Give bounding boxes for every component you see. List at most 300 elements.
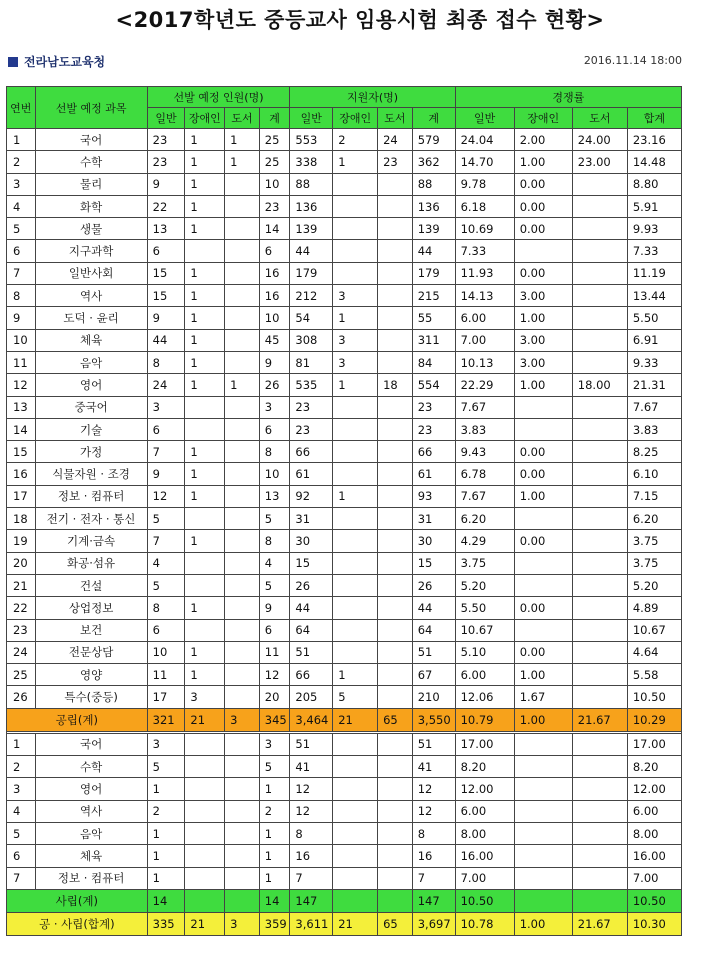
value-cell	[514, 418, 572, 440]
value-cell: 51	[290, 733, 333, 755]
header-quota: 선발 예정 인원(명)	[147, 87, 290, 108]
public-table-row	[7, 418, 682, 440]
value-cell	[378, 285, 413, 307]
value-cell	[185, 867, 225, 889]
value-cell: 1	[185, 374, 225, 396]
value-cell: 554	[412, 374, 455, 396]
row-number: 5	[7, 822, 36, 844]
value-cell	[572, 329, 627, 351]
public-table-row	[7, 574, 682, 596]
value-cell: 16.00	[455, 845, 514, 867]
value-cell: 10.50	[627, 686, 681, 708]
value-cell: 8	[147, 597, 185, 619]
value-cell	[378, 800, 413, 822]
value-cell: 1.00	[514, 485, 572, 507]
value-cell: 14	[259, 218, 290, 240]
value-cell	[225, 195, 260, 217]
value-cell	[378, 619, 413, 641]
subject-name: 영어	[35, 778, 147, 800]
sum-value: 10.78	[455, 912, 514, 935]
value-cell	[225, 597, 260, 619]
value-cell: 1	[185, 641, 225, 663]
header-quota-island: 도서	[225, 108, 260, 129]
value-cell: 3.75	[627, 552, 681, 574]
value-cell	[378, 508, 413, 530]
value-cell	[572, 307, 627, 329]
public-table-row	[7, 307, 682, 329]
header-no: 연번	[7, 87, 36, 129]
public-table-row	[7, 374, 682, 396]
value-cell: 5.10	[455, 641, 514, 663]
subject-name: 상업정보	[35, 597, 147, 619]
value-cell	[333, 240, 378, 262]
value-cell	[514, 756, 572, 778]
value-cell	[572, 867, 627, 889]
sum-value: 65	[378, 912, 413, 935]
value-cell: 10.69	[455, 218, 514, 240]
public-table-row	[7, 351, 682, 373]
value-cell	[225, 485, 260, 507]
value-cell: 5	[259, 574, 290, 596]
value-cell: 3	[259, 733, 290, 755]
value-cell: 5	[333, 686, 378, 708]
value-cell	[225, 508, 260, 530]
sum-value: 3,697	[412, 912, 455, 935]
sum-value: 10.29	[627, 708, 681, 731]
value-cell: 7.67	[627, 396, 681, 418]
value-cell: 30	[290, 530, 333, 552]
value-cell: 64	[412, 619, 455, 641]
header-quota-total: 계	[259, 108, 290, 129]
value-cell	[185, 756, 225, 778]
subject-name: 음악	[35, 351, 147, 373]
value-cell: 11	[147, 664, 185, 686]
value-cell: 1	[185, 151, 225, 173]
value-cell: 23.00	[572, 151, 627, 173]
subject-name: 화학	[35, 195, 147, 217]
value-cell: 205	[290, 686, 333, 708]
value-cell	[514, 240, 572, 262]
value-cell: 31	[290, 508, 333, 530]
value-cell: 1	[185, 664, 225, 686]
value-cell: 8.20	[455, 756, 514, 778]
value-cell: 8	[412, 822, 455, 844]
value-cell: 92	[290, 485, 333, 507]
row-number: 26	[7, 686, 36, 708]
value-cell	[572, 845, 627, 867]
private-sum-row	[7, 889, 682, 912]
value-cell: 22	[147, 195, 185, 217]
value-cell	[225, 351, 260, 373]
value-cell: 8.80	[627, 173, 681, 195]
value-cell: 23	[290, 396, 333, 418]
value-cell: 579	[412, 129, 455, 151]
value-cell: 14.48	[627, 151, 681, 173]
row-number: 19	[7, 530, 36, 552]
value-cell	[378, 218, 413, 240]
row-number: 2	[7, 756, 36, 778]
value-cell: 15	[290, 552, 333, 574]
value-cell	[185, 733, 225, 755]
value-cell: 9.93	[627, 218, 681, 240]
value-cell: 0.00	[514, 641, 572, 663]
value-cell: 16	[259, 262, 290, 284]
value-cell: 338	[290, 151, 333, 173]
row-number: 7	[7, 867, 36, 889]
private-table-row	[7, 800, 682, 822]
value-cell	[225, 619, 260, 641]
value-cell: 6.00	[627, 800, 681, 822]
value-cell: 5	[259, 508, 290, 530]
value-cell: 10.67	[627, 619, 681, 641]
sum-value	[225, 889, 260, 912]
value-cell: 55	[412, 307, 455, 329]
value-cell	[225, 396, 260, 418]
value-cell: 212	[290, 285, 333, 307]
value-cell	[225, 756, 260, 778]
value-cell: 14.70	[455, 151, 514, 173]
value-cell	[333, 552, 378, 574]
value-cell: 3	[147, 733, 185, 755]
value-cell	[572, 686, 627, 708]
value-cell: 41	[290, 756, 333, 778]
sum-label: 공 · 사립(합계)	[7, 912, 148, 935]
subject-name: 체육	[35, 845, 147, 867]
value-cell: 8.00	[455, 822, 514, 844]
value-cell: 30	[412, 530, 455, 552]
value-cell: 64	[290, 619, 333, 641]
value-cell	[572, 396, 627, 418]
value-cell	[185, 778, 225, 800]
value-cell: 44	[290, 240, 333, 262]
value-cell: 553	[290, 129, 333, 151]
value-cell	[514, 778, 572, 800]
value-cell	[378, 822, 413, 844]
value-cell	[333, 822, 378, 844]
row-number: 14	[7, 418, 36, 440]
value-cell: 18.00	[572, 374, 627, 396]
value-cell: 14.13	[455, 285, 514, 307]
subject-name: 식물자원 · 조경	[35, 463, 147, 485]
sum-value: 14	[259, 889, 290, 912]
header-ratio-sum: 합계	[627, 108, 681, 129]
value-cell: 6.10	[627, 463, 681, 485]
value-cell: 11.93	[455, 262, 514, 284]
subject-name: 국어	[35, 733, 147, 755]
value-cell: 24.00	[572, 129, 627, 151]
header-app-total: 계	[412, 108, 455, 129]
header-ratio-island: 도서	[572, 108, 627, 129]
subject-name: 특수(중등)	[35, 686, 147, 708]
value-cell: 13.44	[627, 285, 681, 307]
sum-value: 10.50	[455, 889, 514, 912]
value-cell	[378, 262, 413, 284]
row-number: 20	[7, 552, 36, 574]
header-app-island: 도서	[378, 108, 413, 129]
value-cell	[225, 329, 260, 351]
value-cell	[378, 351, 413, 373]
row-number: 15	[7, 441, 36, 463]
value-cell: 1	[185, 129, 225, 151]
value-cell: 13	[259, 485, 290, 507]
value-cell: 26	[412, 574, 455, 596]
public-table-row	[7, 686, 682, 708]
sum-value: 10.50	[627, 889, 681, 912]
value-cell: 179	[290, 262, 333, 284]
public-table-row	[7, 664, 682, 686]
value-cell	[378, 845, 413, 867]
value-cell: 1	[147, 867, 185, 889]
value-cell	[378, 778, 413, 800]
value-cell: 7.00	[627, 867, 681, 889]
row-number: 18	[7, 508, 36, 530]
value-cell: 0.00	[514, 463, 572, 485]
value-cell	[378, 173, 413, 195]
value-cell: 1	[259, 845, 290, 867]
value-cell	[572, 463, 627, 485]
value-cell: 6.00	[455, 664, 514, 686]
value-cell	[225, 552, 260, 574]
value-cell: 1.00	[514, 374, 572, 396]
value-cell: 1.00	[514, 151, 572, 173]
value-cell	[378, 485, 413, 507]
value-cell: 6.20	[455, 508, 514, 530]
value-cell	[333, 733, 378, 755]
value-cell: 23.16	[627, 129, 681, 151]
sum-value: 21	[185, 912, 225, 935]
sum-value: 21	[333, 708, 378, 731]
row-number: 23	[7, 619, 36, 641]
value-cell: 8	[147, 351, 185, 373]
value-cell: 45	[259, 329, 290, 351]
value-cell: 23	[147, 129, 185, 151]
value-cell: 26	[290, 574, 333, 596]
value-cell: 0.00	[514, 530, 572, 552]
row-number: 21	[7, 574, 36, 596]
value-cell: 12	[147, 485, 185, 507]
subject-name: 기계·금속	[35, 530, 147, 552]
value-cell: 5.91	[627, 195, 681, 217]
value-cell: 15	[147, 262, 185, 284]
subject-name: 수학	[35, 151, 147, 173]
value-cell: 1	[225, 129, 260, 151]
value-cell	[378, 418, 413, 440]
value-cell: 24	[378, 129, 413, 151]
value-cell: 6.78	[455, 463, 514, 485]
value-cell: 5.50	[627, 307, 681, 329]
private-table-row	[7, 778, 682, 800]
value-cell: 6	[147, 240, 185, 262]
value-cell: 17.00	[455, 733, 514, 755]
value-cell: 0.00	[514, 195, 572, 217]
value-cell: 66	[290, 664, 333, 686]
value-cell	[572, 641, 627, 663]
value-cell	[378, 867, 413, 889]
subject-name: 정보 · 컴퓨터	[35, 867, 147, 889]
row-number: 6	[7, 845, 36, 867]
value-cell: 9	[147, 463, 185, 485]
value-cell	[333, 218, 378, 240]
row-number: 16	[7, 463, 36, 485]
value-cell	[572, 351, 627, 373]
value-cell	[378, 307, 413, 329]
value-cell: 17	[147, 686, 185, 708]
header-ratio-general: 일반	[455, 108, 514, 129]
public-sum-section	[7, 708, 682, 733]
sum-value: 335	[147, 912, 185, 935]
value-cell: 12.06	[455, 686, 514, 708]
value-cell	[514, 396, 572, 418]
value-cell: 9	[259, 351, 290, 373]
subject-name: 화공·섬유	[35, 552, 147, 574]
public-table-row	[7, 173, 682, 195]
public-table-row	[7, 508, 682, 530]
sum-value: 3	[225, 708, 260, 731]
header-quota-general: 일반	[147, 108, 185, 129]
value-cell: 44	[290, 597, 333, 619]
value-cell: 44	[412, 597, 455, 619]
row-number: 12	[7, 374, 36, 396]
value-cell: 0.00	[514, 441, 572, 463]
value-cell	[572, 262, 627, 284]
value-cell: 51	[290, 641, 333, 663]
subject-name: 일반사회	[35, 262, 147, 284]
value-cell: 8.25	[627, 441, 681, 463]
value-cell: 3.75	[455, 552, 514, 574]
sum-label: 사립(계)	[7, 889, 148, 912]
value-cell: 1	[333, 151, 378, 173]
sum-value: 147	[412, 889, 455, 912]
value-cell	[185, 800, 225, 822]
value-cell: 8.20	[627, 756, 681, 778]
value-cell: 1	[185, 218, 225, 240]
value-cell: 2	[259, 800, 290, 822]
value-cell: 136	[412, 195, 455, 217]
value-cell	[225, 218, 260, 240]
value-cell: 1	[333, 374, 378, 396]
row-number: 9	[7, 307, 36, 329]
subject-name: 건설	[35, 574, 147, 596]
private-table-row	[7, 733, 682, 755]
value-cell: 1	[185, 262, 225, 284]
value-cell	[378, 329, 413, 351]
value-cell: 5	[147, 508, 185, 530]
value-cell: 81	[290, 351, 333, 373]
value-cell	[378, 195, 413, 217]
value-cell	[514, 867, 572, 889]
value-cell	[572, 530, 627, 552]
value-cell: 17.00	[627, 733, 681, 755]
row-number: 25	[7, 664, 36, 686]
value-cell: 10.67	[455, 619, 514, 641]
value-cell	[225, 173, 260, 195]
sum-value	[572, 889, 627, 912]
value-cell: 4	[259, 552, 290, 574]
value-cell: 5	[147, 574, 185, 596]
sum-value: 21	[185, 708, 225, 731]
value-cell: 1	[259, 822, 290, 844]
value-cell	[333, 195, 378, 217]
value-cell: 1	[185, 530, 225, 552]
public-table-row	[7, 463, 682, 485]
value-cell	[185, 396, 225, 418]
value-cell: 93	[412, 485, 455, 507]
value-cell	[378, 756, 413, 778]
header-app-disabled: 장애인	[333, 108, 378, 129]
value-cell	[572, 218, 627, 240]
subject-name: 가정	[35, 441, 147, 463]
row-number: 3	[7, 173, 36, 195]
value-cell: 54	[290, 307, 333, 329]
application-status-table	[6, 86, 682, 936]
subject-name: 중국어	[35, 396, 147, 418]
subject-name: 국어	[35, 129, 147, 151]
value-cell: 8	[259, 530, 290, 552]
value-cell	[572, 173, 627, 195]
value-cell: 61	[290, 463, 333, 485]
value-cell	[225, 574, 260, 596]
sum-value: 321	[147, 708, 185, 731]
value-cell: 1	[259, 778, 290, 800]
value-cell: 6.20	[627, 508, 681, 530]
value-cell	[185, 240, 225, 262]
value-cell	[225, 463, 260, 485]
sum-value: 359	[259, 912, 290, 935]
value-cell: 5.20	[455, 574, 514, 596]
value-cell	[378, 733, 413, 755]
public-table-row	[7, 129, 682, 151]
value-cell: 23	[290, 418, 333, 440]
row-number: 1	[7, 733, 36, 755]
value-cell: 41	[412, 756, 455, 778]
value-cell: 31	[412, 508, 455, 530]
value-cell: 67	[412, 664, 455, 686]
subject-name: 역사	[35, 800, 147, 822]
header-ratio: 경쟁률	[455, 87, 681, 108]
row-number: 17	[7, 485, 36, 507]
public-table-row	[7, 262, 682, 284]
header-app-general: 일반	[290, 108, 333, 129]
subject-name: 전문상담	[35, 641, 147, 663]
value-cell: 16	[412, 845, 455, 867]
value-cell: 5.50	[455, 597, 514, 619]
subject-name: 영양	[35, 664, 147, 686]
value-cell: 1	[333, 307, 378, 329]
page-title: <2017학년도 중등교사 임용시험 최종 접수 현황>	[115, 8, 605, 32]
value-cell: 6	[147, 418, 185, 440]
value-cell: 4.64	[627, 641, 681, 663]
value-cell	[225, 441, 260, 463]
value-cell: 535	[290, 374, 333, 396]
value-cell: 1	[225, 374, 260, 396]
value-cell: 61	[412, 463, 455, 485]
value-cell	[572, 778, 627, 800]
value-cell	[572, 285, 627, 307]
value-cell: 0.00	[514, 218, 572, 240]
subject-name: 물리	[35, 173, 147, 195]
value-cell: 1	[147, 822, 185, 844]
value-cell: 7	[412, 867, 455, 889]
value-cell	[378, 574, 413, 596]
value-cell: 2	[333, 129, 378, 151]
value-cell: 6	[259, 418, 290, 440]
subject-name: 음악	[35, 822, 147, 844]
value-cell	[333, 508, 378, 530]
value-cell	[378, 597, 413, 619]
value-cell	[185, 418, 225, 440]
row-number: 2	[7, 151, 36, 173]
subject-name: 수학	[35, 756, 147, 778]
